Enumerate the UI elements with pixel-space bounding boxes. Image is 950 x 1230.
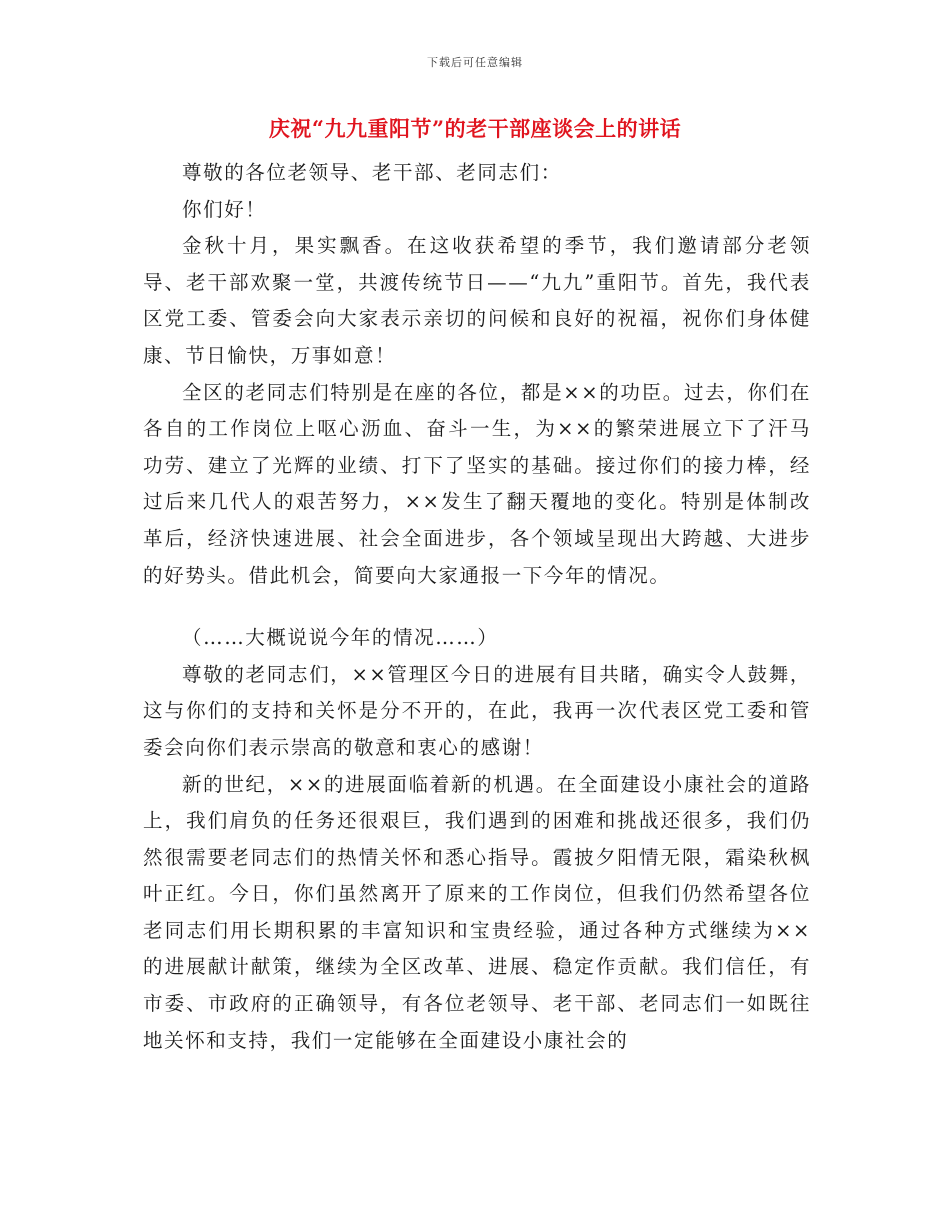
paragraph-new-century: 新的世纪，××的进展面临着新的机遇。在全面建设小康社会的道路上，我们肩负的任务还很艰巨，我们遇到的困难和挑战还很多，我们仍然很需要老同志们的热情关怀和悉心指导。霞披夕阳情无限，霜染秋枫叶正红。今日，你们虽然离开了原来的工作岗位，但我们仍然希望各位老同志们用长期积累的丰富知识和宝贵经验，通过各种方式继续为××的进展献计献策，继续为全区改革、进展、稳定作贡献。我们信任，有市委、市政府的正确领导，有各位老领导、老干部、老同志们一如既往地关怀和支持，我们一定能够在全面建设小康社会的: [143, 772, 811, 1052]
paragraph-thanks: 尊敬的老同志们，××管理区今日的进展有目共睹，确实令人鼓舞，这与你们的支持和关怀是分不开的，在此，我再一次代表区党工委和管委会向你们表示崇高的敬意和衷心的感谢！: [143, 662, 811, 759]
paragraph-achievements: 全区的老同志们特别是在座的各位，都是××的功臣。过去，你们在各自的工作岗位上呕心沥血、奋斗一生，为××的繁荣进展立下了汗马功劳、建立了光辉的业绩、打下了坚实的基础。接过你们的接力棒，经过后来几代人的艰苦努力，××发生了翻天覆地的变化。特别是体制改革后，经济快速进展、社会全面进步，各个领域呈现出大跨越、大进步的好势头。借此机会，简要向大家通报一下今年的情况。: [143, 380, 811, 587]
greeting: 你们好！: [182, 197, 267, 221]
salutation: 尊敬的各位老领导、老干部、老同志们：: [182, 161, 562, 184]
header-note: 下载后可任意编辑: [427, 56, 523, 69]
paragraph-opening: 金秋十月，果实飘香。在这收获希望的季节，我们邀请部分老领导、老干部欢聚一堂，共渡传统节日——“九九”重阳节。首先，我代表区党工委、管委会向大家表示亲切的问候和良好的祝福，祝你们身体健康、节日愉快，万事如意！: [143, 234, 811, 367]
document-title: 庆祝“九九重阳节”的老干部座谈会上的讲话: [268, 116, 682, 141]
paragraph-placeholder-note: （……大概说说今年的情况……）: [182, 626, 499, 650]
document-body: [143, 155, 811, 1059]
